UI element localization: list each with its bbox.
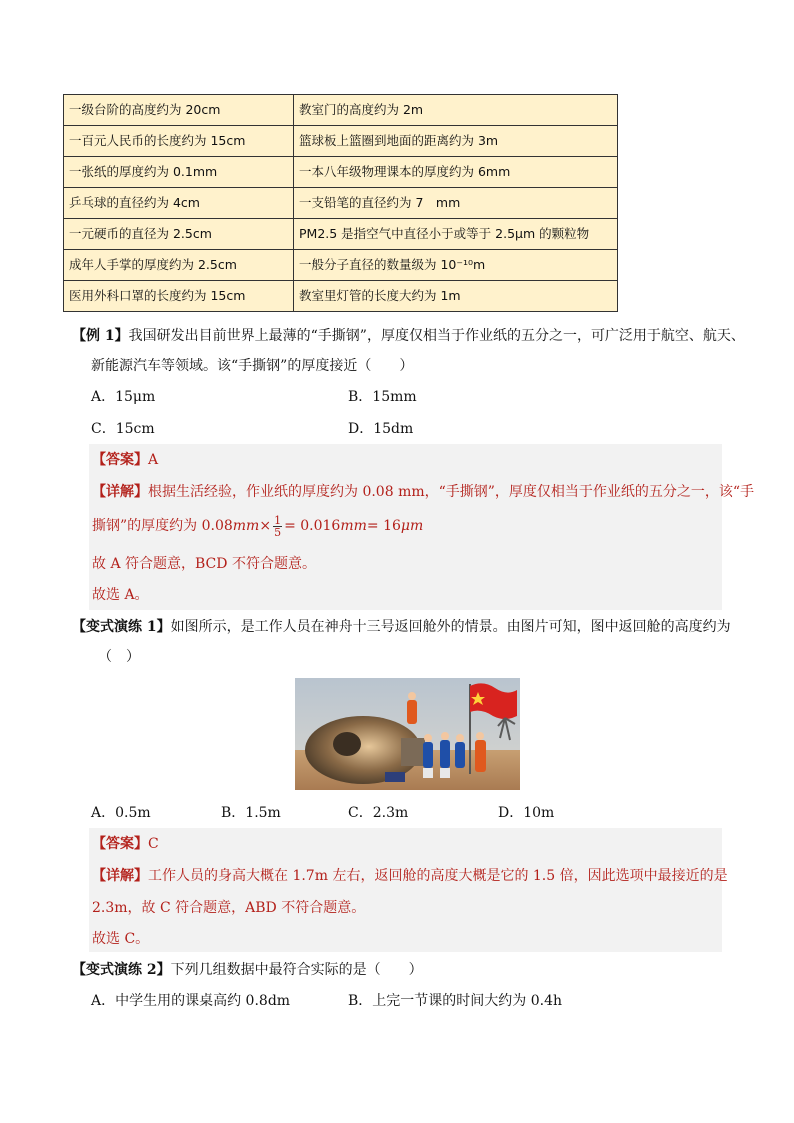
variant1-option-d: D．10m (498, 805, 555, 821)
reference-table (63, 94, 618, 312)
table-cell-right: 教室里灯管的长度大约为 1m (294, 281, 618, 312)
table-cell-right: 篮球板上篮圈到地面的距离约为 3m (294, 126, 618, 157)
capsule-photo (295, 678, 520, 790)
example1-conclusion1: 故 A 符合题意，BCD 不符合题意。 (92, 556, 316, 572)
fraction-one-fifth (273, 515, 282, 538)
table-cell-right: 一支铅笔的直径约为 7 mm (294, 188, 618, 219)
variant1-answer-box (89, 828, 722, 952)
table-row (64, 157, 618, 188)
table-cell-right: PM2.5 是指空气中直径小于或等于 2.5μm 的颗粒物 (294, 219, 618, 250)
table-row (64, 188, 618, 219)
answer-tag: 【答案】 (92, 452, 148, 468)
unit-mm-2: mm (340, 518, 367, 534)
table-row (64, 95, 618, 126)
detail-tag: 【详解】 (92, 868, 148, 884)
detail-eq1: = 0.016 (284, 518, 341, 534)
variant1-stem-text: 如图所示，是工作人员在神舟十三号返回舱外的情景。由图片可知，图中返回舱的高度约为 (170, 619, 731, 635)
variant2-option-b: B．上完一节课的时间大约为 0.4h (348, 993, 563, 1009)
unit-um: μm (400, 518, 424, 534)
times-sign: × (259, 518, 272, 534)
variant1-stem-line1 (72, 617, 731, 637)
variant2-option-a: A．中学生用的课桌高约 0.8dm (91, 993, 291, 1009)
variant1-option-a: A．0.5m (91, 805, 151, 821)
fraction-numerator: 1 (274, 513, 282, 527)
variant2-tag: 【变式演练 2】 (72, 962, 171, 978)
detail-prefix: 撕钢”的厚度约为 0.08 (92, 518, 233, 534)
table-row (64, 126, 618, 157)
variant1-detail-line1 (92, 866, 728, 886)
detail-eq2: = 16 (366, 518, 401, 534)
example1-stem-line1 (72, 326, 745, 346)
example1-detail-line2 (92, 514, 423, 538)
table-cell-left: 成年人手掌的厚度约为 2.5cm (64, 250, 294, 281)
table-cell-left: 一级台阶的高度约为 20cm (64, 95, 294, 126)
example1-detail-line1 (92, 482, 754, 502)
unit-mm: mm (232, 518, 260, 534)
table-cell-left: 一张纸的厚度约为 0.1mm (64, 157, 294, 188)
variant1-answer (92, 834, 159, 854)
example1-option-a: A．15μm (91, 389, 156, 405)
table-cell-right: 一般分子直径的数量级为 10⁻¹⁰m (294, 250, 618, 281)
variant1-tag: 【变式演练 1】 (72, 619, 171, 635)
variant1-option-b: B．1.5m (221, 805, 281, 821)
variant1-option-c: C．2.3m (348, 805, 409, 821)
example1-answer (92, 450, 158, 470)
table-cell-right: 教室门的高度约为 2m (294, 95, 618, 126)
table-cell-right: 一本八年级物理课本的厚度约为 6mm (294, 157, 618, 188)
example1-stem-text: 我国研发出目前世界上最薄的“手撕钢”，厚度仅相当于作业纸的五分之一，可广泛用于航空、航天、 (128, 328, 745, 344)
table-row (64, 281, 618, 312)
fraction-denominator: 5 (274, 525, 282, 539)
answer-value: C (148, 836, 159, 852)
capsule-photo-image (295, 678, 520, 790)
variant2-stem-text: 下列几组数据中最符合实际的是（ ） (170, 962, 423, 978)
table-cell-left: 一元硬币的直径为 2.5cm (64, 219, 294, 250)
example1-option-c: C．15cm (91, 421, 155, 437)
example1-tag: 【例 1】 (72, 328, 129, 344)
variant1-detail-line2: 2.3m，故 C 符合题意，ABD 不符合题意。 (92, 900, 366, 916)
example1-stem-line2: 新能源汽车等领域。该“手撕钢”的厚度接近（ ） (91, 358, 414, 374)
answer-value: A (148, 452, 159, 468)
table-cell-left: 医用外科口罩的长度约为 15cm (64, 281, 294, 312)
variant1-stem-line2: （ ） (98, 649, 140, 665)
variant1-conclusion: 故选 C。 (92, 931, 150, 947)
table-row (64, 219, 618, 250)
detail-text: 根据生活经验，作业纸的厚度约为 0.08 mm，“手撕钢”，厚度仅相当于作业纸的五分之一，该“手 (148, 484, 755, 500)
answer-tag: 【答案】 (92, 836, 148, 852)
table-cell-left: 乒乓球的直径约为 4cm (64, 188, 294, 219)
example1-option-b: B．15mm (348, 389, 417, 405)
table-cell-left: 一百元人民币的长度约为 15cm (64, 126, 294, 157)
table-row (64, 250, 618, 281)
detail-text: 工作人员的身高大概在 1.7m 左右，返回舱的高度大概是它的 1.5 倍，因此选项中最接近的是 (148, 868, 728, 884)
variant2-stem (72, 960, 423, 980)
detail-tag: 【详解】 (92, 484, 148, 500)
example1-conclusion2: 故选 A。 (92, 587, 149, 603)
example1-option-d: D．15dm (348, 421, 414, 437)
